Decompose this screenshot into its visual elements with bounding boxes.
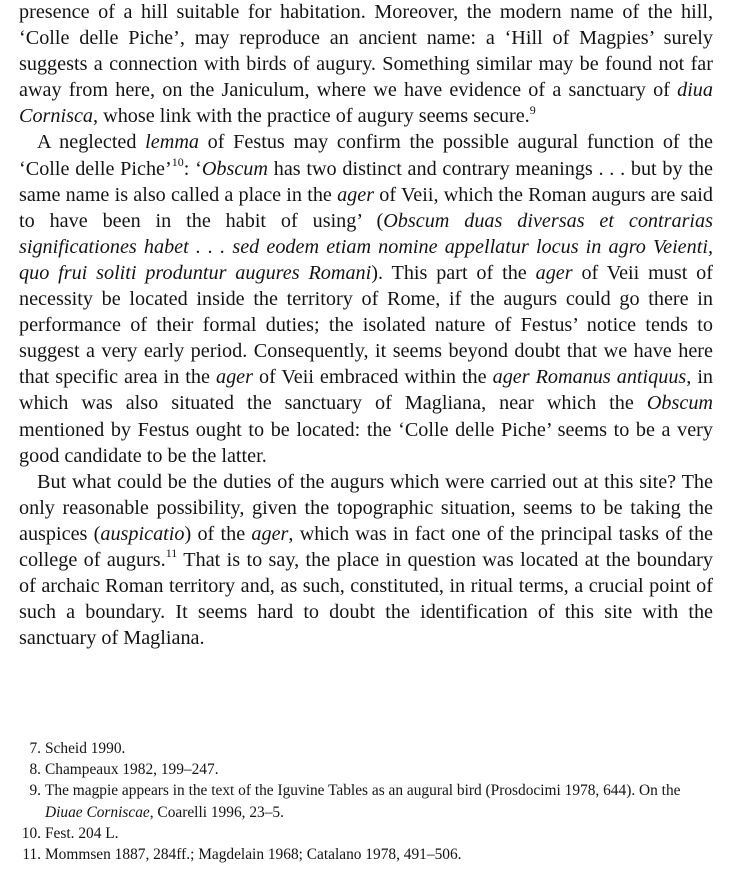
text-run: mentioned by Festus ought to be located: the ‘Colle delle Piche’ seems to be a very good candidate to be the latter. — [19, 418, 713, 467]
body-text — [19, 0, 713, 651]
footnote-text — [45, 780, 713, 822]
footnote-number: 9. — [29, 782, 41, 800]
text-run: presence of a hill suitable for habitation. Moreover, the modern name of the hill, ‘Colle delle Piche’, may reproduce an ancient name: a ‘Hill of Magpies’ surely suggests a connection with birds of augury. Something similar may be found not far away from here, on the Janiculum, where we have evidence of a sanctuary of — [19, 1, 713, 102]
italic-text: lemma — [145, 131, 199, 154]
page — [19, 0, 713, 651]
text-run: Scheid 1990. — [45, 740, 126, 757]
text-run: , which was in fact one of the principal tasks of the college of augurs. — [19, 522, 713, 571]
italic-text: ager — [337, 183, 375, 206]
footnote-text — [45, 844, 713, 865]
text-run: of Veii must of necessity be located inside the territory of Rome, if the augurs could go there in performance of their formal duties; the isolated nature of Festus’ notice tends to suggest a very early period. Consequently, it seems beyond doubt that we have here that specific area in the — [19, 261, 713, 389]
paragraph-2 — [19, 129, 713, 468]
footnote-7 — [19, 738, 713, 759]
italic-text: auspicatio — [100, 522, 185, 545]
paragraph-3 — [19, 469, 713, 652]
text-run: of Festus may confirm the possible augural function of the ‘Colle delle Piche’ — [19, 131, 713, 180]
footnote-9 — [19, 780, 713, 822]
text-run: : ‘ — [183, 157, 202, 180]
italic-text: ager Romanus antiquus — [492, 366, 687, 389]
text-run: has two distinct and contrary meanings . . . but by the same name is also called a place in the — [19, 157, 713, 206]
footnote-8 — [19, 759, 713, 780]
italic-text: Diuae Corniscae — [45, 803, 150, 821]
footnote-ref: 11 — [165, 546, 178, 561]
italic-text: ager — [215, 366, 253, 389]
text-run: Mommsen 1887, 284ff.; Magdelain 1968; Catalano 1978, 491–506. — [45, 846, 462, 864]
footnote-ref: 9 — [529, 102, 536, 117]
footnote-number: 10. — [21, 824, 41, 842]
italic-text: Obscum — [201, 157, 268, 180]
text-run: The magpie appears in the text of the Iguvine Tables as an augural bird (Prosdocimi 1978, 644). On the — [45, 782, 681, 800]
italic-text: ager — [251, 522, 289, 545]
paragraph-1 — [19, 0, 713, 129]
footnote-number: 11. — [22, 846, 41, 864]
text-run: But what could be the duties of the augurs which were carried out at this site? The only reasonable possibility, given the topographic situation, seems to be taking the auspices ( — [19, 470, 713, 545]
italic-text: ager — [535, 261, 573, 284]
footnotes — [19, 738, 713, 865]
italic-text: Obscum — [646, 392, 713, 415]
text-run: That is to say, the place in question was located at the boundary of archaic Roman territory and, as such, constituted, in ritual terms, a crucial point of such a boundary. It seems hard to doubt the identification of this site with the sanctuary of Magliana. — [19, 548, 713, 650]
text-run: , in which was also situated the sanctuary of Magliana, near which the — [19, 366, 714, 415]
text-run: of Veii embraced within the — [252, 366, 493, 389]
text-run: ) of the — [184, 522, 252, 545]
footnote-11 — [19, 844, 713, 865]
footnote-text — [45, 759, 713, 780]
text-run: of Veii, which the Roman augurs are said to have been in the habit of using’ ( — [19, 183, 713, 232]
footnote-text — [45, 823, 713, 844]
footnote-number: 8. — [29, 761, 41, 779]
footnote-ref: 10 — [171, 154, 184, 169]
text-run: , whose link with the practice of augury seems secure. — [93, 105, 530, 128]
italic-text: diua Cornisca — [19, 79, 713, 128]
text-run: ). This part of the — [371, 261, 536, 284]
text-run: Champeaux 1982, 199–247. — [45, 761, 219, 779]
text-run: A neglected — [37, 131, 146, 154]
footnote-number: 7. — [29, 740, 41, 757]
footnote-10 — [19, 823, 713, 844]
text-run: , Coarelli 1996, 23–5. — [149, 803, 284, 821]
text-run: Fest. 204 L. — [45, 824, 119, 842]
italic-text: Obscum duas diversas et contrarias significationes habet . . . sed eodem etiam nomine appellatur locus in agro Veienti, quo frui soliti produntur augures Romani — [19, 209, 713, 284]
footnote-text — [45, 738, 713, 759]
